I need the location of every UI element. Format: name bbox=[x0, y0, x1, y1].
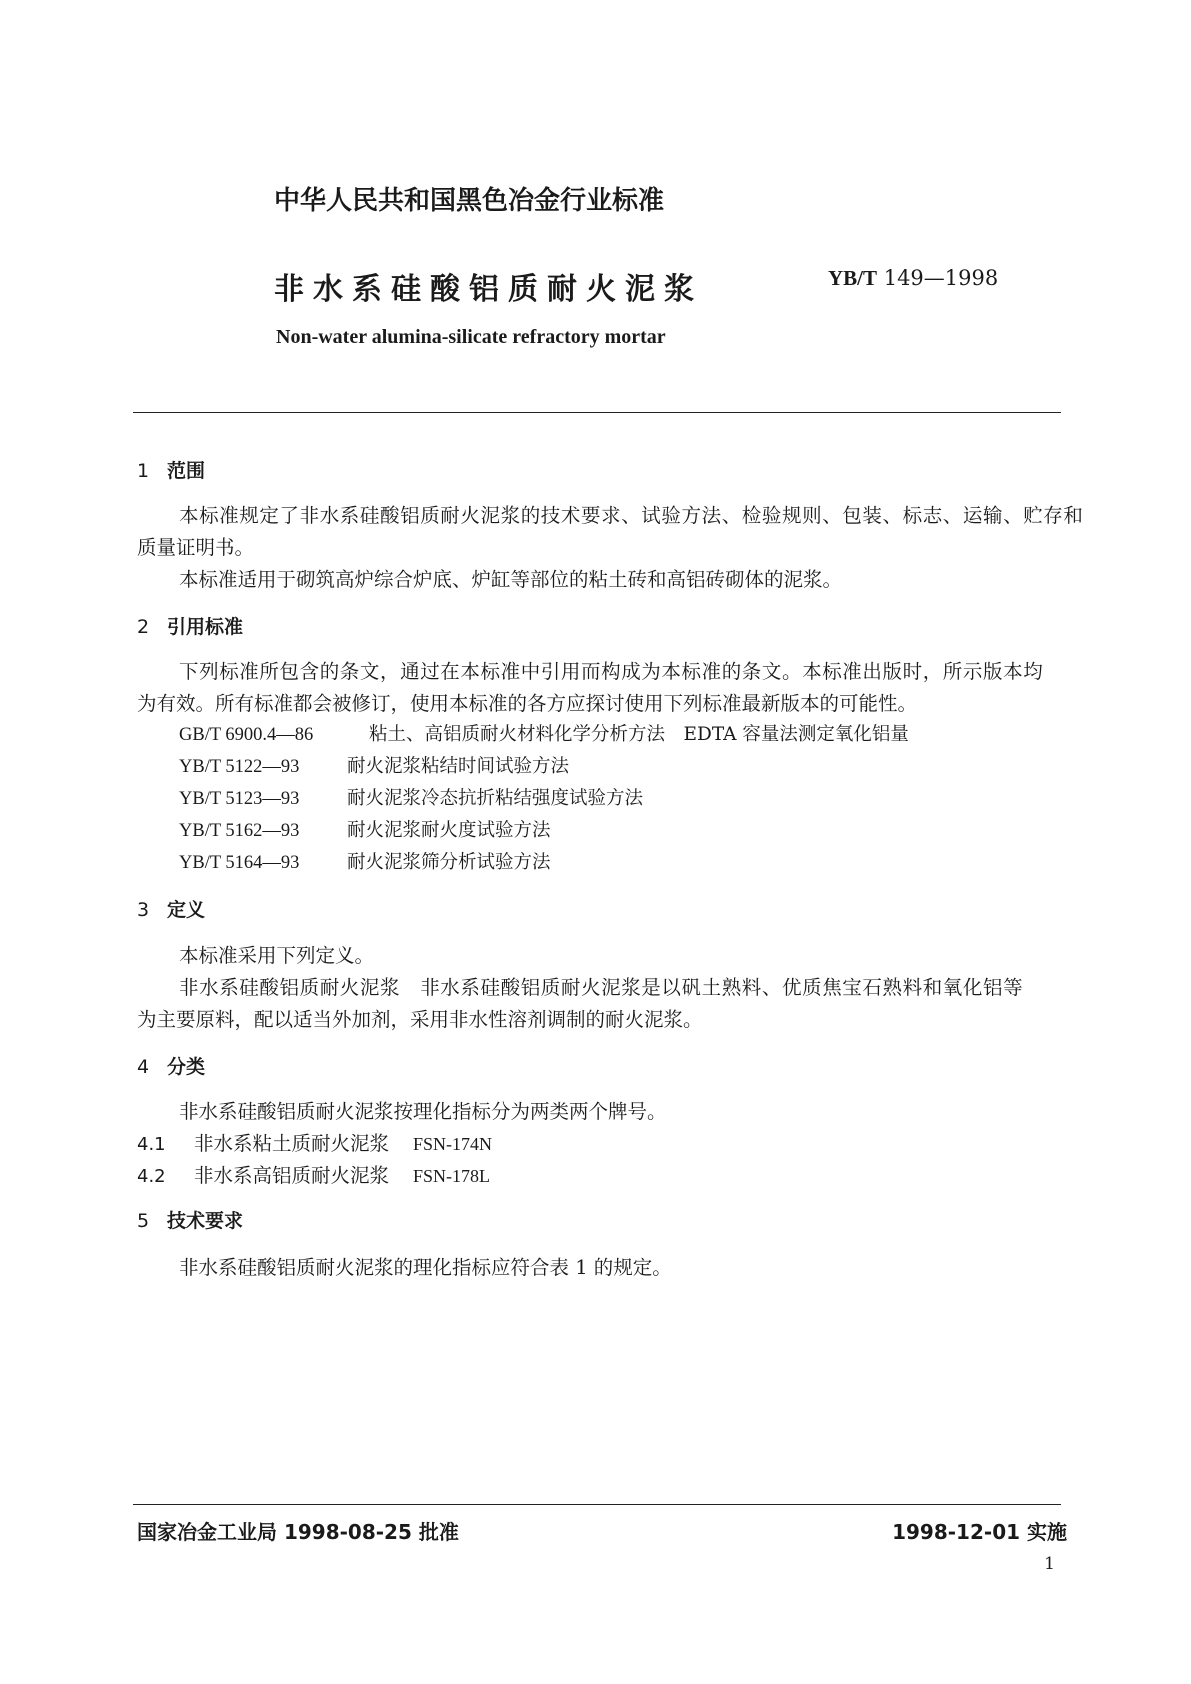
reference-description: 粘土、高铝质耐火材料化学分析方法 EDTA 容量法测定氧化铝量 bbox=[369, 724, 909, 745]
standard-code-number: 149—1998 bbox=[883, 266, 999, 290]
section-4-heading bbox=[137, 1052, 205, 1079]
section-3-paragraph-2-line-2: 为主要原料，配以适当外加剂，采用非水性溶剂调制的耐火泥浆。 bbox=[137, 1008, 703, 1031]
section-3-number: 3 bbox=[137, 899, 150, 921]
standard-org: 中华人民共和国黑色冶金行业标准 bbox=[274, 186, 665, 216]
page-number: 1 bbox=[1044, 1554, 1055, 1574]
classification-name: 非水系高铝质耐火泥浆 bbox=[194, 1164, 390, 1187]
classification-number: 4.1 bbox=[137, 1134, 166, 1155]
reference-code: YB/T 5122—93 bbox=[179, 757, 300, 777]
section-1-title: 范围 bbox=[167, 460, 206, 482]
classification-item bbox=[137, 1160, 490, 1188]
reference-description: 耐火泥浆耐火度试验方法 bbox=[347, 820, 551, 841]
section-1-paragraph-1-line-2: 质量证明书。 bbox=[137, 536, 255, 559]
reference-item bbox=[179, 816, 551, 842]
classification-grade: FSN-174N bbox=[413, 1134, 493, 1154]
section-5-title: 技术要求 bbox=[167, 1210, 244, 1232]
reference-item bbox=[179, 752, 569, 778]
section-4-number: 4 bbox=[137, 1056, 150, 1078]
classification-number: 4.2 bbox=[137, 1166, 166, 1187]
section-4-paragraph-1: 非水系硅酸铝质耐火泥浆按理化指标分为两类两个牌号。 bbox=[179, 1100, 667, 1123]
section-5-heading bbox=[137, 1206, 243, 1233]
section-2-paragraph-1-line-2: 为有效。所有标准都会被修订，使用本标准的各方应探讨使用下列标准最新版本的可能性。 bbox=[137, 692, 918, 715]
section-2-number: 2 bbox=[137, 616, 150, 638]
section-1-paragraph-1-line-1: 本标准规定了非水系硅酸铝质耐火泥浆的技术要求、试验方法、检验规则、包装、标志、运输、贮存和 bbox=[179, 504, 1084, 527]
section-1-paragraph-2: 本标准适用于砌筑高炉综合炉底、炉缸等部位的粘土砖和高铝砖砌体的泥浆。 bbox=[179, 568, 843, 591]
reference-description: 耐火泥浆粘结时间试验方法 bbox=[347, 756, 570, 777]
section-3-title: 定义 bbox=[167, 899, 206, 921]
reference-item bbox=[179, 720, 909, 746]
classification-item bbox=[137, 1128, 492, 1156]
classification-name: 非水系粘土质耐火泥浆 bbox=[194, 1132, 390, 1155]
section-3-paragraph-2-line-1: 非水系硅酸铝质耐火泥浆 非水系硅酸铝质耐火泥浆是以矾土熟料、优质焦宝石熟料和氧化铝等 bbox=[179, 976, 1024, 999]
reference-code: GB/T 6900.4—86 bbox=[179, 725, 314, 745]
header-divider bbox=[133, 412, 1061, 413]
section-2-heading bbox=[137, 612, 243, 639]
section-3-heading bbox=[137, 895, 205, 922]
standard-code-prefix: YB/T bbox=[828, 266, 878, 290]
section-2-paragraph-1-line-1: 下列标准所包含的条文，通过在本标准中引用而构成为本标准的条文。本标准出版时，所示版本均 bbox=[179, 660, 1044, 683]
effective-date: 1998-12-01 实施 bbox=[892, 1520, 1067, 1544]
reference-item bbox=[179, 848, 551, 874]
reference-code: YB/T 5162—93 bbox=[179, 821, 300, 841]
section-3-paragraph-1: 本标准采用下列定义。 bbox=[179, 944, 375, 967]
standard-code bbox=[828, 266, 998, 291]
reference-description: 耐火泥浆冷态抗折粘结强度试验方法 bbox=[347, 788, 644, 809]
document-title: 非水系硅酸铝质耐火泥浆 bbox=[274, 272, 703, 307]
reference-item bbox=[179, 784, 643, 810]
document-title-english: Non-water alumina-silicate refractory mortar bbox=[276, 326, 666, 348]
approval-date: 国家冶金工业局 1998-08-25 批准 bbox=[137, 1520, 459, 1544]
classification-grade: FSN-178L bbox=[413, 1166, 491, 1186]
section-1-heading bbox=[137, 456, 205, 483]
section-2-title: 引用标准 bbox=[167, 616, 244, 638]
section-5-number: 5 bbox=[137, 1210, 150, 1232]
reference-code: YB/T 5123—93 bbox=[179, 789, 300, 809]
reference-description: 耐火泥浆筛分析试验方法 bbox=[347, 852, 551, 873]
footer-divider bbox=[133, 1504, 1061, 1505]
section-1-number: 1 bbox=[137, 460, 150, 482]
section-5-paragraph-1: 非水系硅酸铝质耐火泥浆的理化指标应符合表 1 的规定。 bbox=[179, 1256, 672, 1279]
section-4-title: 分类 bbox=[167, 1056, 206, 1078]
reference-code: YB/T 5164—93 bbox=[179, 853, 300, 873]
